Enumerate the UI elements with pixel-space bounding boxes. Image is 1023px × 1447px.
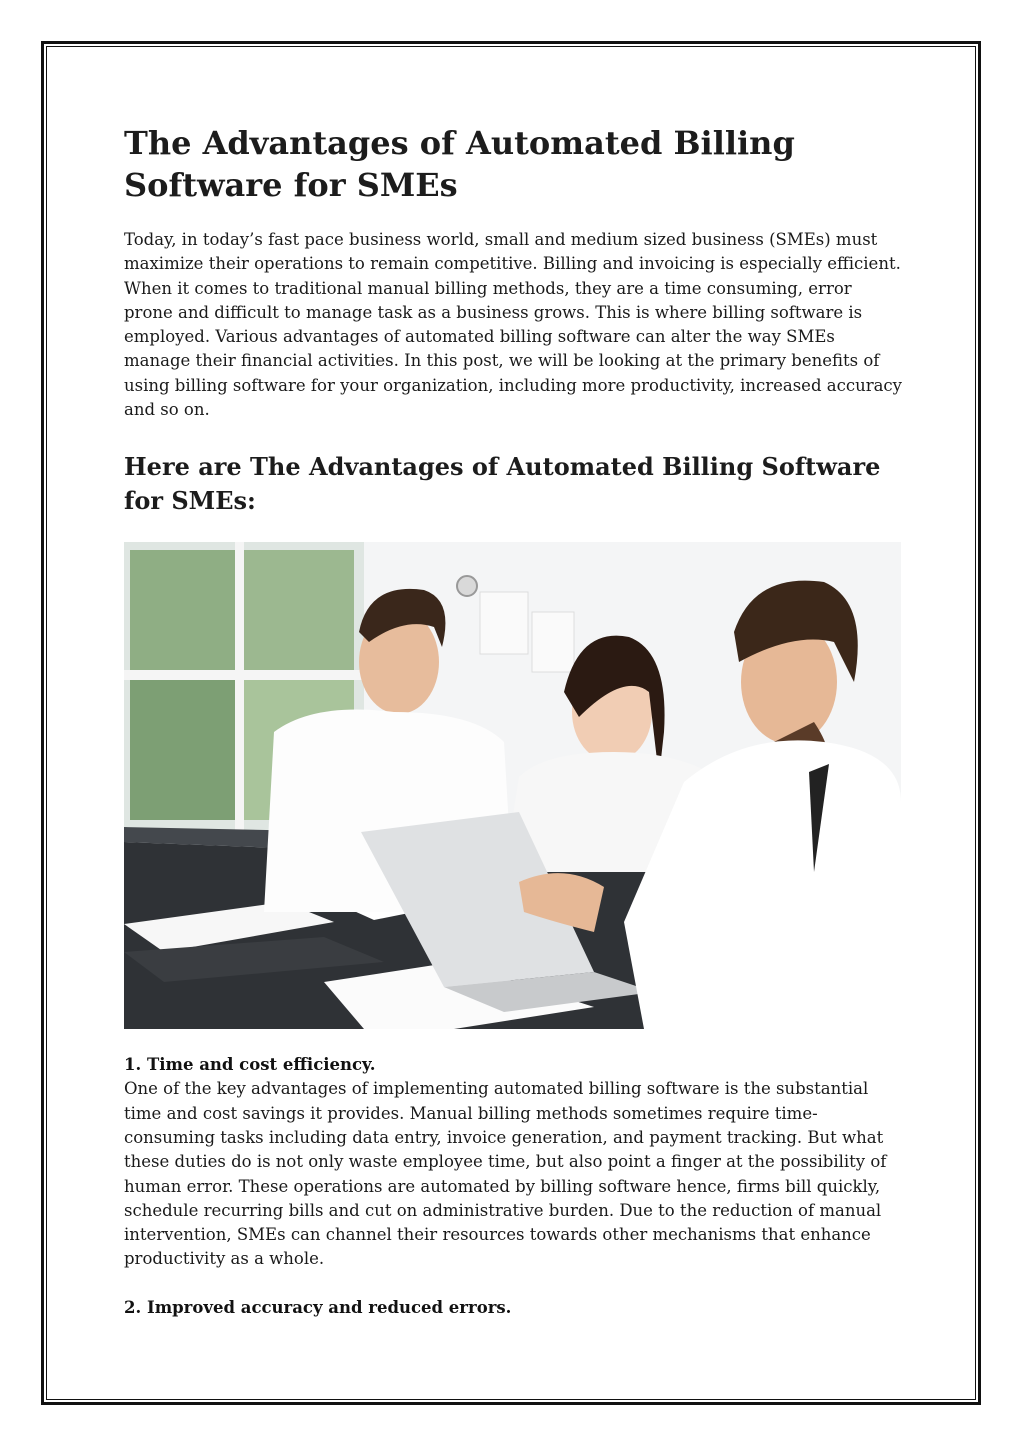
business-meeting-photo bbox=[124, 542, 901, 1029]
section-1-title: 1. Time and cost efficiency. bbox=[124, 1055, 376, 1075]
advantages-heading: Here are The Advantages of Automated Billing Software for SMEs: bbox=[124, 452, 881, 516]
article-title: The Advantages of Automated Billing Software for SMEs bbox=[124, 124, 795, 204]
section-2-title: 2. Improved accuracy and reduced errors. bbox=[124, 1297, 512, 1317]
intro-paragraph: Today, in today’s fast pace business world, small and medium sized business (SMEs) must maximize their operations to remain competitive. Billing and invoicing is especially efficient. When it comes to traditional manual billing methods, they are a time consuming, error prone and difficult to manage task as a business grows. This is where billing software is employed. Various advantages of automated billing software can alter the way SMEs manage their financial activities. In this post, we will be looking at the primary benefits of using billing software for your organization, including more productivity, increased accuracy and so on. bbox=[124, 230, 902, 420]
article bbox=[124, 122, 904, 1320]
section-1-body: One of the key advantages of implementing automated billing software is the substantial time and cost savings it provides. Manual billing methods sometimes require time-consuming tasks including data entry, invoice generation, and payment tracking. But what these duties do is not only waste employee time, but also point a finger at the possibility of human error. These operations are automated by billing software hence, firms bill quickly, schedule recurring bills and cut on administrative burden. Due to the reduction of manual intervention, SMEs can channel their resources towards other mechanisms that enhance productivity as a whole. bbox=[124, 1079, 887, 1269]
